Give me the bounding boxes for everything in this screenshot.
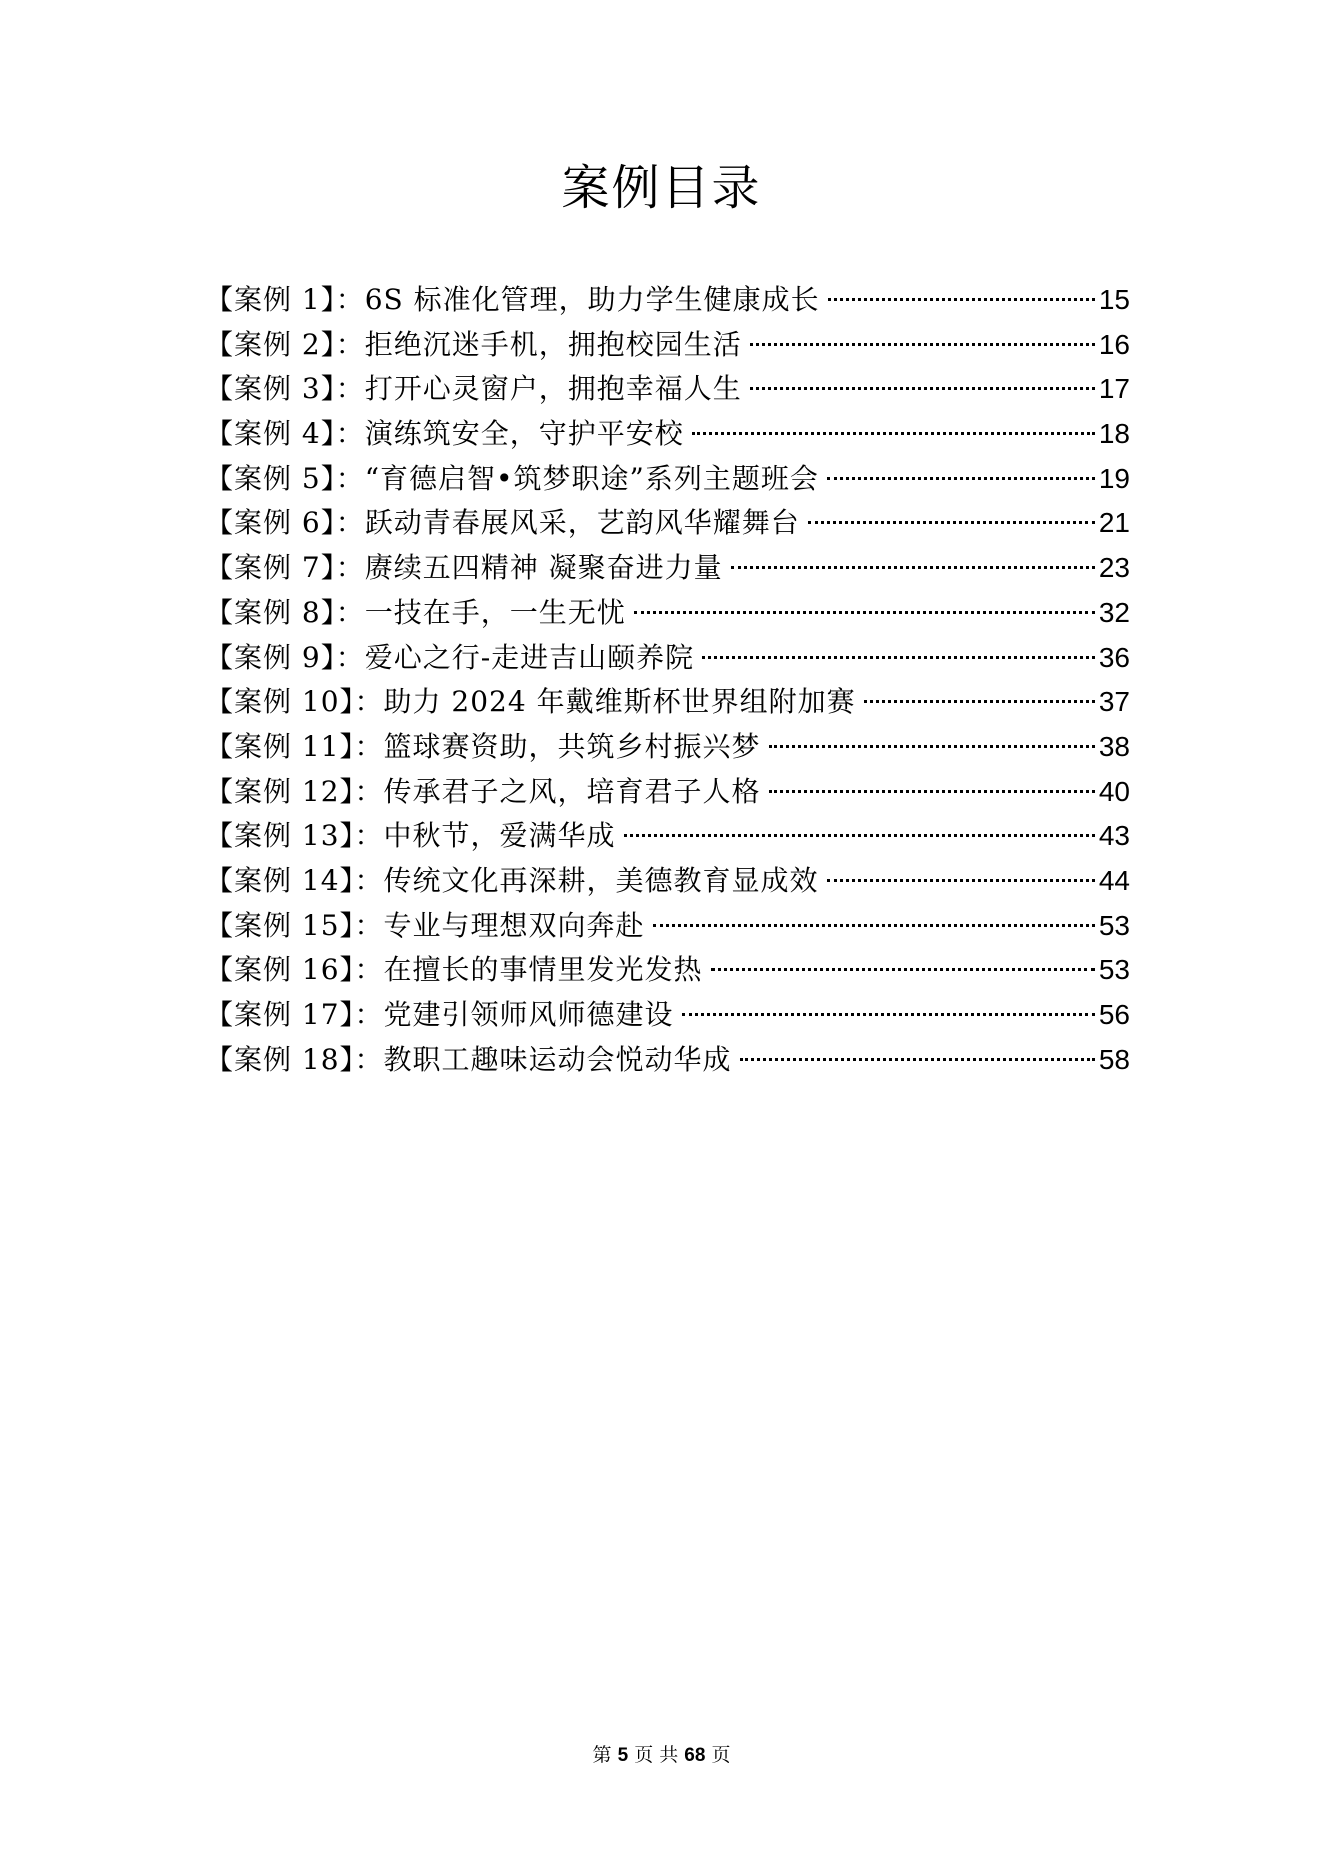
toc-entry[interactable] (205, 859, 1130, 904)
toc-entry[interactable] (205, 412, 1130, 457)
toc-entry-page-number: 38 (1098, 730, 1130, 762)
toc-dot-leader (740, 1058, 1095, 1061)
toc-entry[interactable] (205, 278, 1130, 323)
toc-dot-leader (750, 387, 1095, 390)
toc-entry-page-number: 16 (1098, 328, 1130, 360)
toc-dot-leader (702, 656, 1095, 659)
toc-entry-label: 【案例 2】：拒绝沉迷手机，拥抱校园生活 (205, 327, 742, 361)
toc-entry[interactable] (205, 725, 1130, 770)
toc-entry-page-number: 36 (1098, 641, 1130, 673)
toc-entry-label: 【案例 16】：在擅长的事情里发光发热 (205, 953, 703, 987)
toc-entry-label: 【案例 7】：赓续五四精神 凝聚奋进力量 (205, 551, 723, 585)
footer-suffix: 页 (711, 1744, 731, 1766)
toc-entry-label: 【案例 15】：专业与理想双向奔赴 (205, 908, 645, 942)
toc-entry[interactable] (205, 948, 1130, 993)
footer-prefix: 第 (592, 1744, 612, 1766)
toc-entry[interactable] (205, 501, 1130, 546)
toc-entry[interactable] (205, 993, 1130, 1038)
toc-entry-page-number: 40 (1098, 775, 1130, 807)
toc-entry-label: 【案例 13】：中秋节，爱满华成 (205, 819, 616, 853)
toc-dot-leader (827, 879, 1095, 882)
toc-entry-label: 【案例 12】：传承君子之风，培育君子人格 (205, 774, 761, 808)
toc-entry-page-number: 19 (1098, 462, 1130, 494)
toc-entry-label: 【案例 3】：打开心灵窗户，拥抱幸福人生 (205, 372, 742, 406)
toc-entry[interactable] (205, 680, 1130, 725)
toc-entry-label: 【案例 17】：党建引领师风师德建设 (205, 998, 674, 1031)
toc-entry-page-number: 21 (1098, 507, 1130, 539)
toc-dot-leader (750, 343, 1095, 346)
toc-dot-leader (731, 566, 1095, 569)
toc-entry-page-number: 58 (1098, 1043, 1130, 1075)
toc-entry-label: 【案例 4】：演练筑安全，守护平安校 (205, 417, 684, 451)
footer-middle: 页 共 (634, 1744, 679, 1766)
toc-entry[interactable] (205, 770, 1130, 815)
toc-dot-leader (808, 521, 1095, 524)
toc-entry-page-number: 53 (1098, 954, 1130, 986)
toc-dot-leader (828, 298, 1095, 301)
toc-entry-label: 【案例 10】：助力 2024 年戴维斯杯世界组附加赛 (205, 685, 856, 719)
table-of-contents (205, 278, 1130, 1082)
toc-dot-leader (634, 611, 1095, 614)
toc-entry[interactable] (205, 367, 1130, 412)
toc-dot-leader (682, 1013, 1095, 1016)
toc-entry-page-number: 43 (1098, 820, 1130, 852)
toc-entry-page-number: 37 (1098, 686, 1130, 718)
toc-entry[interactable] (205, 814, 1130, 859)
toc-entry[interactable] (205, 904, 1130, 949)
toc-entry-label: 【案例 11】：篮球赛资助，共筑乡村振兴梦 (205, 729, 761, 763)
toc-entry-label: 【案例 1】：6S 标准化管理，助力学生健康成长 (205, 283, 820, 316)
toc-entry[interactable] (205, 636, 1130, 681)
toc-entry-page-number: 23 (1098, 552, 1130, 584)
toc-dot-leader (624, 834, 1095, 837)
toc-dot-leader (769, 745, 1095, 748)
toc-entry-page-number: 56 (1098, 999, 1130, 1030)
toc-entry-page-number: 32 (1098, 596, 1130, 628)
toc-entry-label: 【案例 14】：传统文化再深耕，美德教育显成效 (205, 863, 819, 897)
footer-current-page: 5 (617, 1745, 629, 1766)
toc-entry[interactable] (205, 323, 1130, 368)
toc-entry-page-number: 18 (1098, 418, 1130, 450)
toc-entry-page-number: 15 (1098, 284, 1130, 315)
toc-entry-label: 【案例 9】：爱心之行-走进吉山颐养院 (205, 640, 695, 674)
toc-entry-label: 【案例 18】：教职工趣味运动会悦动华成 (205, 1042, 732, 1076)
toc-dot-leader (692, 432, 1095, 435)
toc-entry[interactable] (205, 591, 1130, 636)
page-footer (0, 1743, 1323, 1768)
toc-entry[interactable] (205, 457, 1130, 502)
toc-dot-leader (864, 700, 1095, 703)
toc-entry-label: 【案例 6】：跃动青春展风采，艺韵风华耀舞台 (205, 506, 800, 540)
toc-entry[interactable] (205, 546, 1130, 591)
footer-total-pages: 68 (684, 1745, 706, 1766)
toc-dot-leader (711, 968, 1095, 971)
toc-entry-label: 【案例 8】：一技在手，一生无忧 (205, 595, 626, 629)
toc-dot-leader (827, 477, 1095, 480)
toc-entry-page-number: 44 (1098, 864, 1130, 896)
toc-dot-leader (769, 790, 1095, 793)
toc-entry-page-number: 17 (1098, 373, 1130, 405)
toc-entry[interactable] (205, 1038, 1130, 1083)
toc-entry-page-number: 53 (1098, 909, 1130, 941)
page-title: 案例目录 (561, 160, 762, 216)
toc-entry-label: 【案例 5】：“育德启智•筑梦职途”系列主题班会 (205, 461, 819, 495)
toc-dot-leader (653, 924, 1095, 927)
